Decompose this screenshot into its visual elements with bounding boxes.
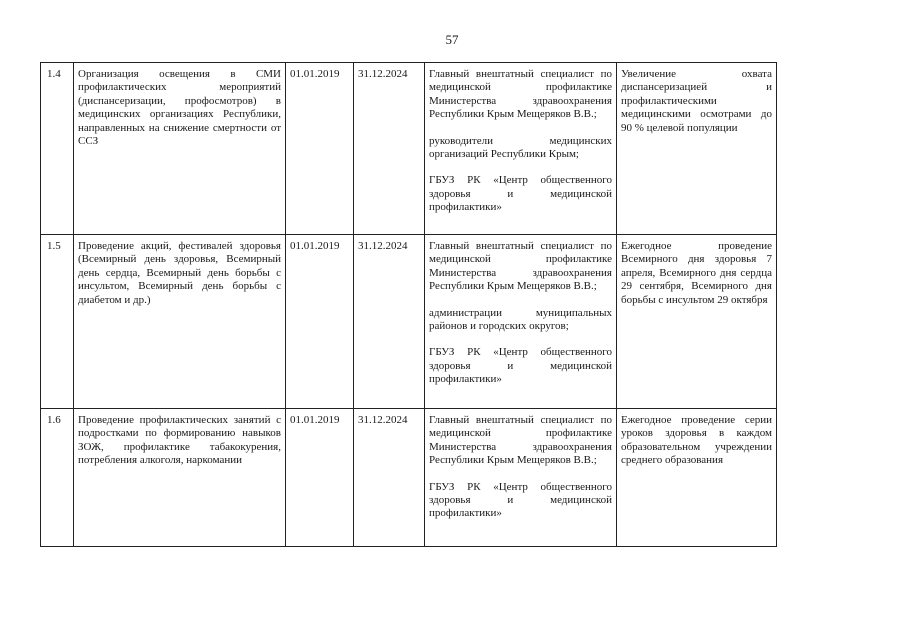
end-date: 31.12.2024 bbox=[354, 409, 425, 547]
start-date: 01.01.2019 bbox=[286, 409, 354, 547]
responsible-item: Главный внештатный специалист по медицинской профилактике Министерства здравоохранения Республики Крым Мещеряков В.В.; bbox=[429, 240, 612, 293]
table-row bbox=[41, 409, 777, 547]
expected-result: Ежегодное проведение серии уроков здоровья в каждом образовательном учреждении среднего образования bbox=[617, 409, 777, 547]
table-row bbox=[41, 235, 777, 409]
event-description: Проведение акций, фестивалей здоровья (Всемирный день здоровья, Всемирный день сердца, Всемирный день борьбы с инсультом, Всемирный день борьбы с диабетом и др.) bbox=[74, 235, 286, 409]
responsible-item: ГБУЗ РК «Центр общественного здоровья и медицинской профилактики» bbox=[429, 346, 612, 386]
event-description: Организация освещения в СМИ профилактических мероприятий (диспансеризации, профосмотров) в медицинских организациях Республики, направленных на снижение смертности от ССЗ bbox=[74, 63, 286, 235]
responsible-list bbox=[425, 235, 617, 409]
responsible-item: ГБУЗ РК «Центр общественного здоровья и медицинской профилактики» bbox=[429, 174, 612, 214]
end-date: 31.12.2024 bbox=[354, 235, 425, 409]
expected-result: Ежегодное проведение Всемирного дня здоровья 7 апреля, Всемирного дня сердца 29 сентября, Всемирного дня борьбы с инсультом 29 октября bbox=[617, 235, 777, 409]
row-number: 1.4 bbox=[41, 63, 74, 235]
responsible-item: Главный внештатный специалист по медицинской профилактике Министерства здравоохранения Республики Крым Мещеряков В.В.; bbox=[429, 68, 612, 121]
table-row bbox=[41, 63, 777, 235]
responsible-list bbox=[425, 63, 617, 235]
responsible-list bbox=[425, 409, 617, 547]
responsible-item: Главный внештатный специалист по медицинской профилактике Министерства здравоохранения Республики Крым Мещеряков В.В.; bbox=[429, 414, 612, 467]
start-date: 01.01.2019 bbox=[286, 63, 354, 235]
responsible-item: администрации муниципальных районов и городских округов; bbox=[429, 306, 612, 333]
row-number: 1.5 bbox=[41, 235, 74, 409]
responsible-item: руководители медицинских организаций Республики Крым; bbox=[429, 134, 612, 161]
end-date: 31.12.2024 bbox=[354, 63, 425, 235]
expected-result: Увеличение охвата диспансеризацией и профилактическими медицинскими осмотрами до 90 % целевой популяции bbox=[617, 63, 777, 235]
event-description: Проведение профилактических занятий с подростками по формированию навыков ЗОЖ, профилактике табакокурения, потребления алкоголя, наркомании bbox=[74, 409, 286, 547]
start-date: 01.01.2019 bbox=[286, 235, 354, 409]
responsible-item: ГБУЗ РК «Центр общественного здоровья и медицинской профилактики» bbox=[429, 480, 612, 520]
page-number: 57 bbox=[445, 32, 459, 47]
activity-plan-table bbox=[40, 62, 777, 547]
row-number: 1.6 bbox=[41, 409, 74, 547]
